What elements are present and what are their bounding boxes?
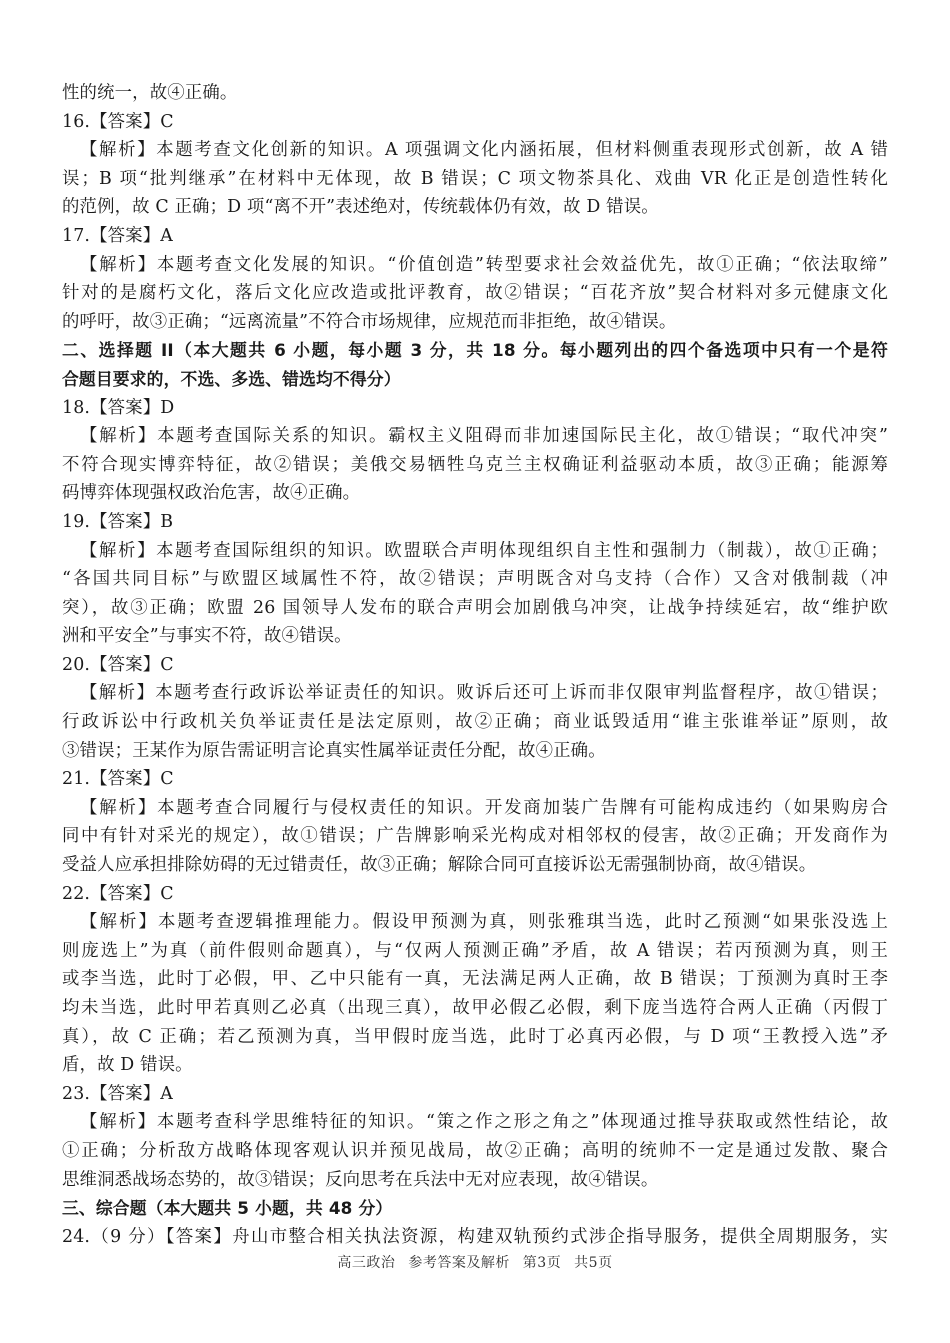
question-number: 24. (62, 1226, 91, 1247)
question-number: 20. (62, 654, 91, 675)
question-number: 19. (62, 511, 91, 532)
analysis-line: 针对的是腐朽文化，落后文化应改造或批评教育，故②错误；“百花齐放”契合材料对多元健康文化 (62, 283, 888, 304)
answer-line-18 (62, 394, 888, 423)
analysis-line: 【解析】本题考查文化创新的知识。A 项强调文化内涵拓展，但材料侧重表现形式创新，故 A 错 (80, 140, 888, 161)
analysis-line: 或李当选，此时丁必假，甲、乙中只能有一真，无法满足两人正确，故 B 错误；丁预测为真时王李 (62, 969, 888, 990)
question-number: 18. (62, 397, 91, 418)
question-number: 16. (62, 111, 91, 132)
analysis-line: ①正确；分析敌方战略体现客观认识并预见战局，故②正确；高明的统帅不一定是通过发散、聚合 (62, 1140, 888, 1161)
answer-value: C (160, 111, 174, 132)
analysis-line: “各国共同目标”与欧盟区域属性不符，故②错误；声明既含对乌支持（合作）又含对俄制裁（冲 (62, 569, 888, 590)
answer-label: 【答案】 (90, 511, 161, 532)
document-page (62, 79, 888, 1251)
analysis-line: 【解析】本题考查国际关系的知识。霸权主义阻碍而非加速国际民主化，故①错误；“取代冲突” (80, 426, 888, 447)
answer-line-22 (62, 880, 888, 909)
section-heading-3: 三、综合题（本大题共 5 小题，共 48 分） (62, 1198, 393, 1219)
analysis-line: 受益人应承担排除妨碍的无过错责任，故③正确；解除合同可直接诉讼无需强制协商，故④错误。 (62, 855, 817, 876)
analysis-line: 码博弈体现强权政治危害，故④正确。 (62, 483, 361, 504)
analysis-line: 不符合现实博弈特征，故②错误；美俄交易牺牲乌克兰主权确证利益驱动本质，故③正确；能源筹 (62, 454, 888, 475)
analysis-line: 行政诉讼中行政机关负举证责任是法定原则，故②正确；商业诋毁适用“谁主张谁举证”原则，故 (62, 712, 888, 733)
question-number: 17. (62, 225, 91, 246)
analysis-line: 则庞选上”为真（前件假则命题真），与“仅两人预测正确”矛盾，故 A 错误；若丙预测为真，则王 (62, 940, 888, 961)
analysis-line: 【解析】本题考查国际组织的知识。欧盟联合声明体现组织自主性和强制力（制裁），故①正确； (80, 540, 888, 561)
answer-label: 【答案】 (90, 769, 161, 790)
answer-label: 【答案】 (90, 111, 161, 132)
answer-value: C (160, 883, 174, 904)
answer-value: A (160, 225, 173, 246)
answer-line-20 (62, 651, 888, 680)
answer-label: 【答案】 (90, 225, 161, 246)
answer-label: 【答案】 (165, 1226, 233, 1247)
answer-value: D (160, 397, 175, 418)
answer-line-16 (62, 108, 888, 137)
continuation-line: 性的统一，故④正确。 (62, 83, 238, 103)
analysis-line: 真），故 C 正确；若乙预测为真，当甲假时庞当选，此时丁必真丙必假，与 D 项“王教授入选”矛 (62, 1026, 888, 1047)
analysis-line: 洲和平安全”与事实不符，故④错误。 (62, 626, 352, 647)
analysis-line: 【解析】本题考查科学思维特征的知识。“策之作之形之角之”体现通过推导获取或然性结论，故 (80, 1112, 888, 1133)
analysis-line: 均未当选，此时甲若真则乙必真（出现三真），故甲必假乙必假，剩下庞当选符合两人正确（丙假丁 (62, 998, 888, 1018)
analysis-line: ③错误；王某作为原告需证明言论真实性属举证责任分配，故④正确。 (62, 740, 606, 761)
analysis-line: 的范例，故 C 正确；D 项“离不开”表述绝对，传统载体仍有效，故 D 错误。 (62, 197, 659, 218)
question-number: 22. (62, 883, 91, 904)
footer-title: 参考答案及解析 (408, 1255, 510, 1271)
page-footer (0, 1252, 950, 1272)
answer-line-19 (62, 508, 888, 537)
answer-line-17 (62, 222, 888, 251)
answer-value: B (160, 511, 174, 532)
answer-label: 【答案】 (90, 654, 161, 675)
footer-page: 第3页 (522, 1255, 562, 1271)
analysis-line: 【解析】本题考查文化发展的知识。“价值创造”转型要求社会效益优先，故①正确；“依法取缔” (80, 254, 888, 275)
answer-value: A (160, 1083, 173, 1104)
analysis-line: 思维洞悉战场态势的，故③错误；反向思考在兵法中无对应表现，故④错误。 (62, 1169, 659, 1190)
analysis-line: 的呼吁，故③正确；“远离流量”不符合市场规律，应规范而非拒绝，故④错误。 (62, 311, 677, 332)
section-heading-2: 二、选择题 II（本大题共 6 小题，每小题 3 分，共 18 分。每小题列出的四个备选项中只有一个是符 (62, 340, 888, 361)
section-heading-2-cont: 合题目要求的，不选、多选、错选均不得分） (62, 368, 401, 389)
question-score: （9 分） (90, 1226, 166, 1247)
analysis-line: 【解析】本题考查行政诉讼举证责任的知识。败诉后还可上诉而非仅限审判监督程序，故①错误； (80, 683, 888, 704)
footer-total: 共5页 (574, 1255, 613, 1271)
answer-label: 【答案】 (90, 883, 161, 904)
answer-value: C (160, 769, 174, 790)
answer-line-23 (62, 1080, 888, 1109)
answer-label: 【答案】 (90, 1083, 161, 1104)
answer-line-21 (62, 765, 888, 794)
question-number: 21. (62, 769, 91, 790)
answer-line-24 (62, 1223, 888, 1252)
answer-text: 舟山市整合相关执法资源，构建双轨预约式涉企指导服务，提供全周期服务，实 (232, 1226, 888, 1247)
analysis-line: 同中有针对采光的规定），故①错误；广告牌影响采光构成对相邻权的侵害，故②正确；开发商作为 (62, 826, 888, 847)
analysis-line: 突），故③正确；欧盟 26 国领导人发布的联合声明会加剧俄乌冲突，让战争持续延宕，故“维护欧 (62, 597, 888, 618)
analysis-line: 【解析】本题考查逻辑推理能力。假设甲预测为真，则张雅琪当选，此时乙预测“如果张没选上 (80, 912, 888, 933)
footer-subject: 高三政治 (337, 1255, 396, 1271)
analysis-line: 盾，故 D 错误。 (62, 1055, 193, 1076)
question-number: 23. (62, 1083, 91, 1104)
answer-value: C (160, 654, 174, 675)
analysis-line: 误；B 项“批判继承”在材料中无体现，故 B 错误；C 项文物茶具化、戏曲 VR 化正是创造性转化 (62, 168, 888, 189)
analysis-line: 【解析】本题考查合同履行与侵权责任的知识。开发商加装广告牌有可能构成违约（如果购房合 (80, 797, 888, 818)
answer-label: 【答案】 (90, 397, 161, 418)
